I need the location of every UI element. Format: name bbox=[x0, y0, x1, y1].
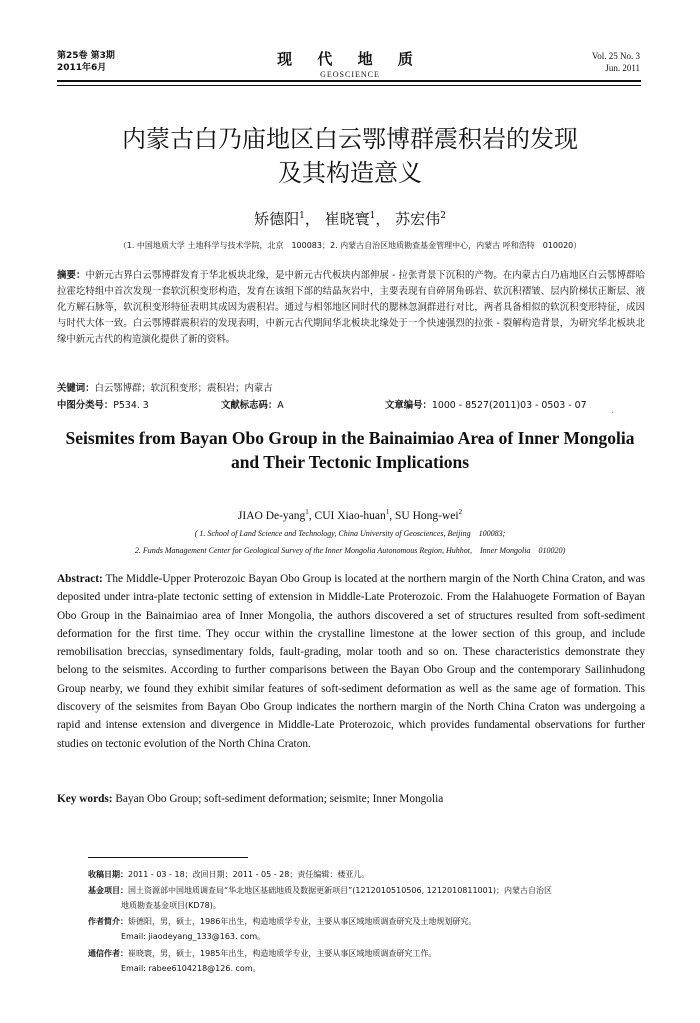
paper-title-en-line1: Seismites from Bayan Obo Group in the Bainaimiao Area of Inner Mongolia bbox=[65, 428, 635, 448]
author-affil-mark: 1 bbox=[299, 211, 305, 221]
footnote-rule bbox=[88, 857, 248, 858]
author-separator: , bbox=[389, 509, 396, 522]
corresponding-email: Email: rabee6104218@126. com。 bbox=[121, 964, 261, 973]
received-label: 收稿日期： bbox=[88, 870, 128, 879]
author-name-en: JIAO De-yang bbox=[237, 509, 306, 522]
scan-speck bbox=[612, 412, 613, 413]
affiliation-cn: （1. 中国地质大学 土地科学与技术学院，北京 100083；2. 内蒙古自治区地质勘查基金管理中心，内蒙古 呼和浩特 010020） bbox=[118, 241, 582, 250]
abstract-en-label: Abstract: bbox=[57, 573, 103, 585]
author-bio-label: 作者简介： bbox=[88, 917, 128, 926]
header-rule-thick bbox=[57, 80, 641, 82]
keywords-cn-text: 白云鄂博群；软沉积变形；震积岩；内蒙古 bbox=[94, 383, 273, 394]
header-rule-thin bbox=[57, 85, 641, 86]
header-volume-en bbox=[592, 50, 640, 74]
abstract-cn bbox=[57, 268, 645, 348]
received-text: 2011 - 03 - 18；改回日期：2011 - 05 - 28；责任编辑：楼亚儿。 bbox=[128, 870, 370, 879]
journal-name-cn: 现 代 地 质 bbox=[277, 50, 423, 68]
paper-title-cn-line1: 内蒙古白乃庙地区白云鄂博群震积岩的发现 bbox=[122, 125, 578, 153]
abstract-en-text: The Middle-Upper Proterozoic Bayan Obo Group is located at the northern margin of the North China Craton, and was deposited under intra-plate tectonic setting of extension in Middle-Late Proterozoic. From the Halahuogete Formation of Bayan Obo Group in the Bainaimiao area of Inner Mongolia, the authors discovered a set of structures resulted from soft-sediment deformation for the first time. They occur within the crystalline limestone at the lower section of this group, and include remobilisation breccias, synsedimentary folds, fault-grading, molar tooth and so on. These characteristics demonstrate they belong to the seismites. According to further comparisons between the Bayan Obo Group and the contemporary Sailinhudong Group nearby, we found they exhibit similar features of soft-sediment deformation as well as the same age of formation. This discovery of the seismites from Bayan Obo Group indicates the northern margin of the North China Craton was undergoing a rapid and intense extension and divergence in Middle-Late Proterozoic, which provides fundamental observations for further studies on tectonic evolution of the North China Craton. bbox=[57, 573, 646, 750]
header-volume-cn-line: 第25卷 第3期 bbox=[57, 51, 115, 61]
doc-value: A bbox=[277, 400, 284, 411]
affiliation-en-line1: ( 1. School of Land Science and Technology, China University of Geosciences, Beijing 100083; bbox=[194, 529, 506, 538]
corresponding-label: 通信作者： bbox=[88, 949, 128, 958]
author-separator: ， bbox=[304, 210, 320, 228]
abstract-en bbox=[57, 570, 645, 753]
keywords-en-text: Bayan Obo Group; soft-sediment deformation; seismite; Inner Mongolia bbox=[115, 793, 444, 805]
author-name-en: CUI Xiao-huan bbox=[314, 509, 386, 522]
keywords-en bbox=[57, 793, 443, 805]
footnote-fund bbox=[88, 883, 648, 913]
fund-text-line2: 地质勘查基金项目(KD78)。 bbox=[121, 901, 221, 910]
header-date-en-line: Jun. 2011 bbox=[605, 63, 640, 73]
footnote-corresponding bbox=[88, 946, 648, 976]
author-affil-mark: 1 bbox=[385, 508, 390, 516]
footnote-received bbox=[88, 867, 648, 882]
footnote-author bbox=[88, 914, 648, 944]
corresponding-text: 崔晓寰，男，硕士，1985年出生，构造地质学专业，主要从事区域地质调查研究工作。 bbox=[128, 949, 437, 958]
paper-title-cn bbox=[40, 122, 660, 190]
article-number bbox=[385, 397, 587, 411]
keywords-cn-label: 关键词： bbox=[57, 383, 95, 394]
author-affil-mark: 2 bbox=[458, 508, 463, 516]
author-email: Email: jiaodeyang_133@163. com。 bbox=[121, 932, 266, 941]
author-affil-mark: 1 bbox=[369, 211, 376, 221]
paper-title-en-line2: and Their Tectonic Implications bbox=[230, 452, 470, 472]
keywords-cn bbox=[57, 380, 273, 394]
author-name-cn: 矫德阳 bbox=[254, 210, 300, 228]
document-code bbox=[221, 397, 284, 411]
header-date-cn-line: 2011年6月 bbox=[57, 63, 107, 73]
header-volume-en-line: Vol. 25 No. 3 bbox=[591, 51, 640, 61]
journal-name-en: GEOSCIENCE bbox=[320, 70, 380, 79]
clc-value: P534. 3 bbox=[113, 400, 149, 411]
abstract-cn-label: 摘要： bbox=[57, 270, 86, 281]
author-bio-text: 矫德阳，男，硕士，1986年出生，构造地质学专业，主要从事区域地质调查研究及土地规划研究。 bbox=[128, 917, 477, 926]
author-name-cn: 崔晓寰 bbox=[324, 210, 370, 228]
author-affil-mark: 1 bbox=[305, 508, 309, 516]
author-list-cn bbox=[0, 208, 700, 229]
doc-label: 文献标志码： bbox=[221, 400, 278, 411]
fund-label: 基金项目： bbox=[88, 886, 128, 895]
article-label: 文章编号： bbox=[385, 400, 432, 411]
author-affil-mark: 2 bbox=[440, 211, 446, 221]
author-separator: , bbox=[308, 509, 315, 522]
article-value: 1000 - 8527(2011)03 - 0503 - 07 bbox=[431, 400, 587, 411]
author-separator: ， bbox=[375, 210, 391, 228]
author-list-en bbox=[0, 508, 700, 522]
fund-text-line1: 国土资源部中国地质调查局“华北地区基础地质及数据更新项目”(1212010510506, 1212010811001)；内蒙古自治区 bbox=[128, 886, 552, 895]
abstract-cn-text: 中新元古界白云鄂博群发育于华北板块北缘，是中新元古代板块内部伸展 - 拉张背景下沉积的产物。在内蒙古白乃庙地区白云鄂博群哈拉霍圪特组中首次发现一套软沉积变形构造，发育在该组下部的结晶灰岩中，主要表现有自碎屑角砾岩、软沉积褶皱、层内阶梯状正断层、液化方解石脉等，软沉积变形特征表明其成因为震积岩。通过与相邻地区同时代的腮林忽洞群进行对比，两者具备相似的软沉积变形特征，成因与时代大体一致。白云鄂博群震积岩的发现表明，中新元古代期间华北板块北缘处于一个快速强烈的拉张 - 裂解构造背景，为研究华北板块北缘中新元古代的构造演化提供了新的资料。 bbox=[57, 270, 645, 345]
paper-title-en bbox=[40, 426, 660, 474]
author-name-en: SU Hong-wei bbox=[395, 509, 459, 522]
author-name-cn: 苏宏伟 bbox=[395, 210, 441, 228]
affiliation-en-line2: 2. Funds Management Center for Geological Survey of the Inner Mongolia Autonomous Region, Huhhot, Inner Mongolia 010020) bbox=[134, 546, 566, 555]
paper-title-cn-line2: 及其构造意义 bbox=[278, 159, 422, 187]
keywords-en-label: Key words: bbox=[57, 793, 113, 805]
clc-number bbox=[57, 397, 149, 411]
clc-label: 中图分类号： bbox=[57, 400, 114, 411]
